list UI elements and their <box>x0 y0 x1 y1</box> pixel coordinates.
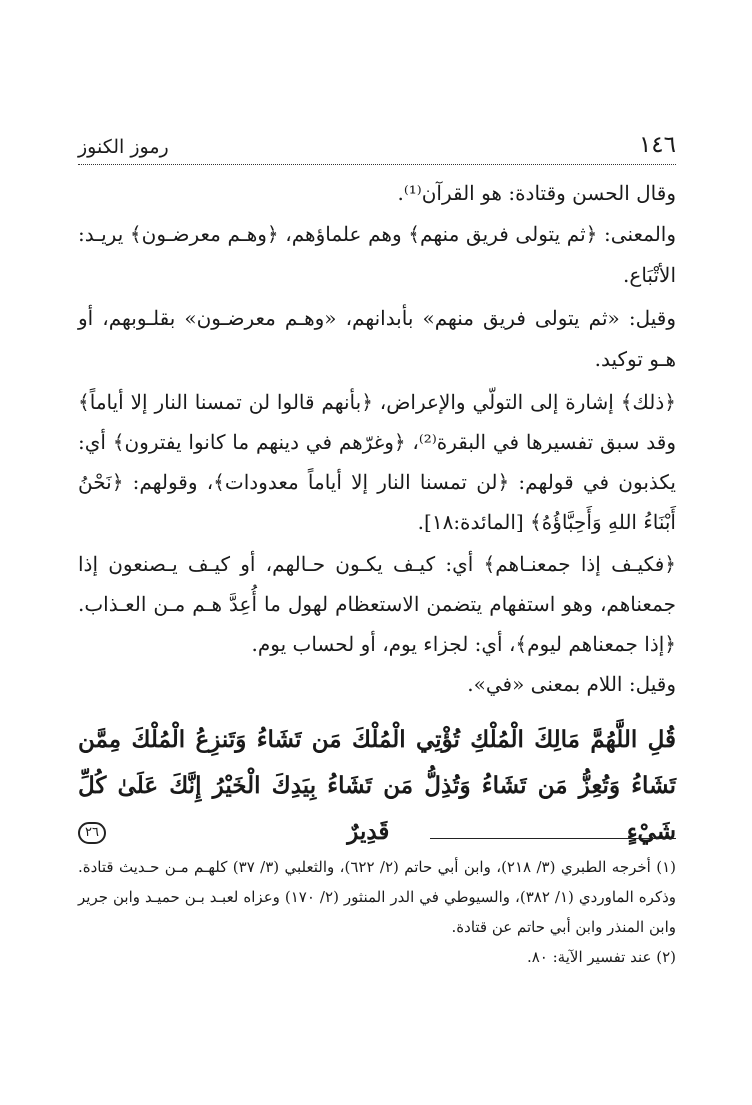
book-page <box>78 130 676 990</box>
paragraph: وقيل: اللام بمعنى «في». <box>467 672 676 696</box>
ayah-number-badge: ٢٦ <box>78 822 106 844</box>
footnote: (١) أخرجه الطبري (٣/ ٢١٨)، وابن أبي حاتم (٢/ ٦٢٢)، والثعلبي (٣/ ٣٧) كلهـم مـن حـديث قتادة. وذكره الماوردي (١/ ٣٨٢)، والسيوطي في الدر المنثور (٢/ ١٧٠) وعزاه لعبـد بـن حميـد وابن جرير وابن المنذر وابن أبي حاتم عن قتادة. <box>78 858 677 936</box>
quran-verse <box>78 717 676 855</box>
paragraph: وقيل: «ثم يتولى فريق منهم» بأبدانهم، «وهـم معرضـون» بقلـوبهم، أو هـو توكيد. <box>78 306 676 371</box>
running-title: رموز الكنوز <box>78 136 169 158</box>
paragraph: والمعنى: ﴿ثم يتولى فريق منهم﴾ وهم علماؤهم، ﴿وهـم معرضـون﴾ يريـد: الأتْبَاع. <box>78 222 676 287</box>
paragraph: وقال الحسن وقتادة: هو القرآن⁽¹⁾. <box>397 181 676 205</box>
main-text <box>78 173 676 855</box>
page-header <box>78 130 676 165</box>
footnote: (٢) عند تفسير الآية: ٨٠. <box>526 948 676 966</box>
paragraph: ﴿ذلك﴾ إشارة إلى التولّي والإعراض، ﴿بأنهم قالوا لن تمسنا النار إلا أياماً﴾ وقد سبق تفسيرها في البقرة⁽²⁾، ﴿وغرّهم في دينهم ما كانوا يفترون﴾ أي: يكذبون في قولهم: ﴿لن تمسنا النار إلا أياماً معدودات﴾، وقولهم: ﴿نَحْنُ أَبْنَاءُ اللهِ وَأَحِبَّاؤُهُ﴾ [المائدة:١٨]. <box>78 390 676 534</box>
footnote-separator <box>430 838 676 839</box>
page-number: ١٤٦ <box>638 132 676 158</box>
paragraph: ﴿فكيـف إذا جمعنـاهم﴾ أي: كيـف يكـون حـالهم، أو كيـف يـصنعون إذا جمعناهم، وهو استفهام يتضمن الاستعظام لهول ما أُعِدَّ هـم مـن العـذاب. ﴿إذا جمعناهم ليوم﴾، أي: لجزاء يوم، أو لحساب يوم. <box>78 552 676 656</box>
footnotes <box>78 852 676 972</box>
quran-verse-text: قُلِ اللَّهُمَّ مَالِكَ الْمُلْكِ تُؤْتِي الْمُلْكَ مَن تَشَاءُ وَتَنزِعُ الْمُلْكَ مِمَّن تَشَاءُ وَتُعِزُّ مَن تَشَاءُ وَتُذِلُّ مَن تَشَاءُ بِيَدِكَ الْخَيْرُ إِنَّكَ عَلَىٰ كُلِّ شَيْءٍ قَدِيرٌ <box>78 726 676 845</box>
